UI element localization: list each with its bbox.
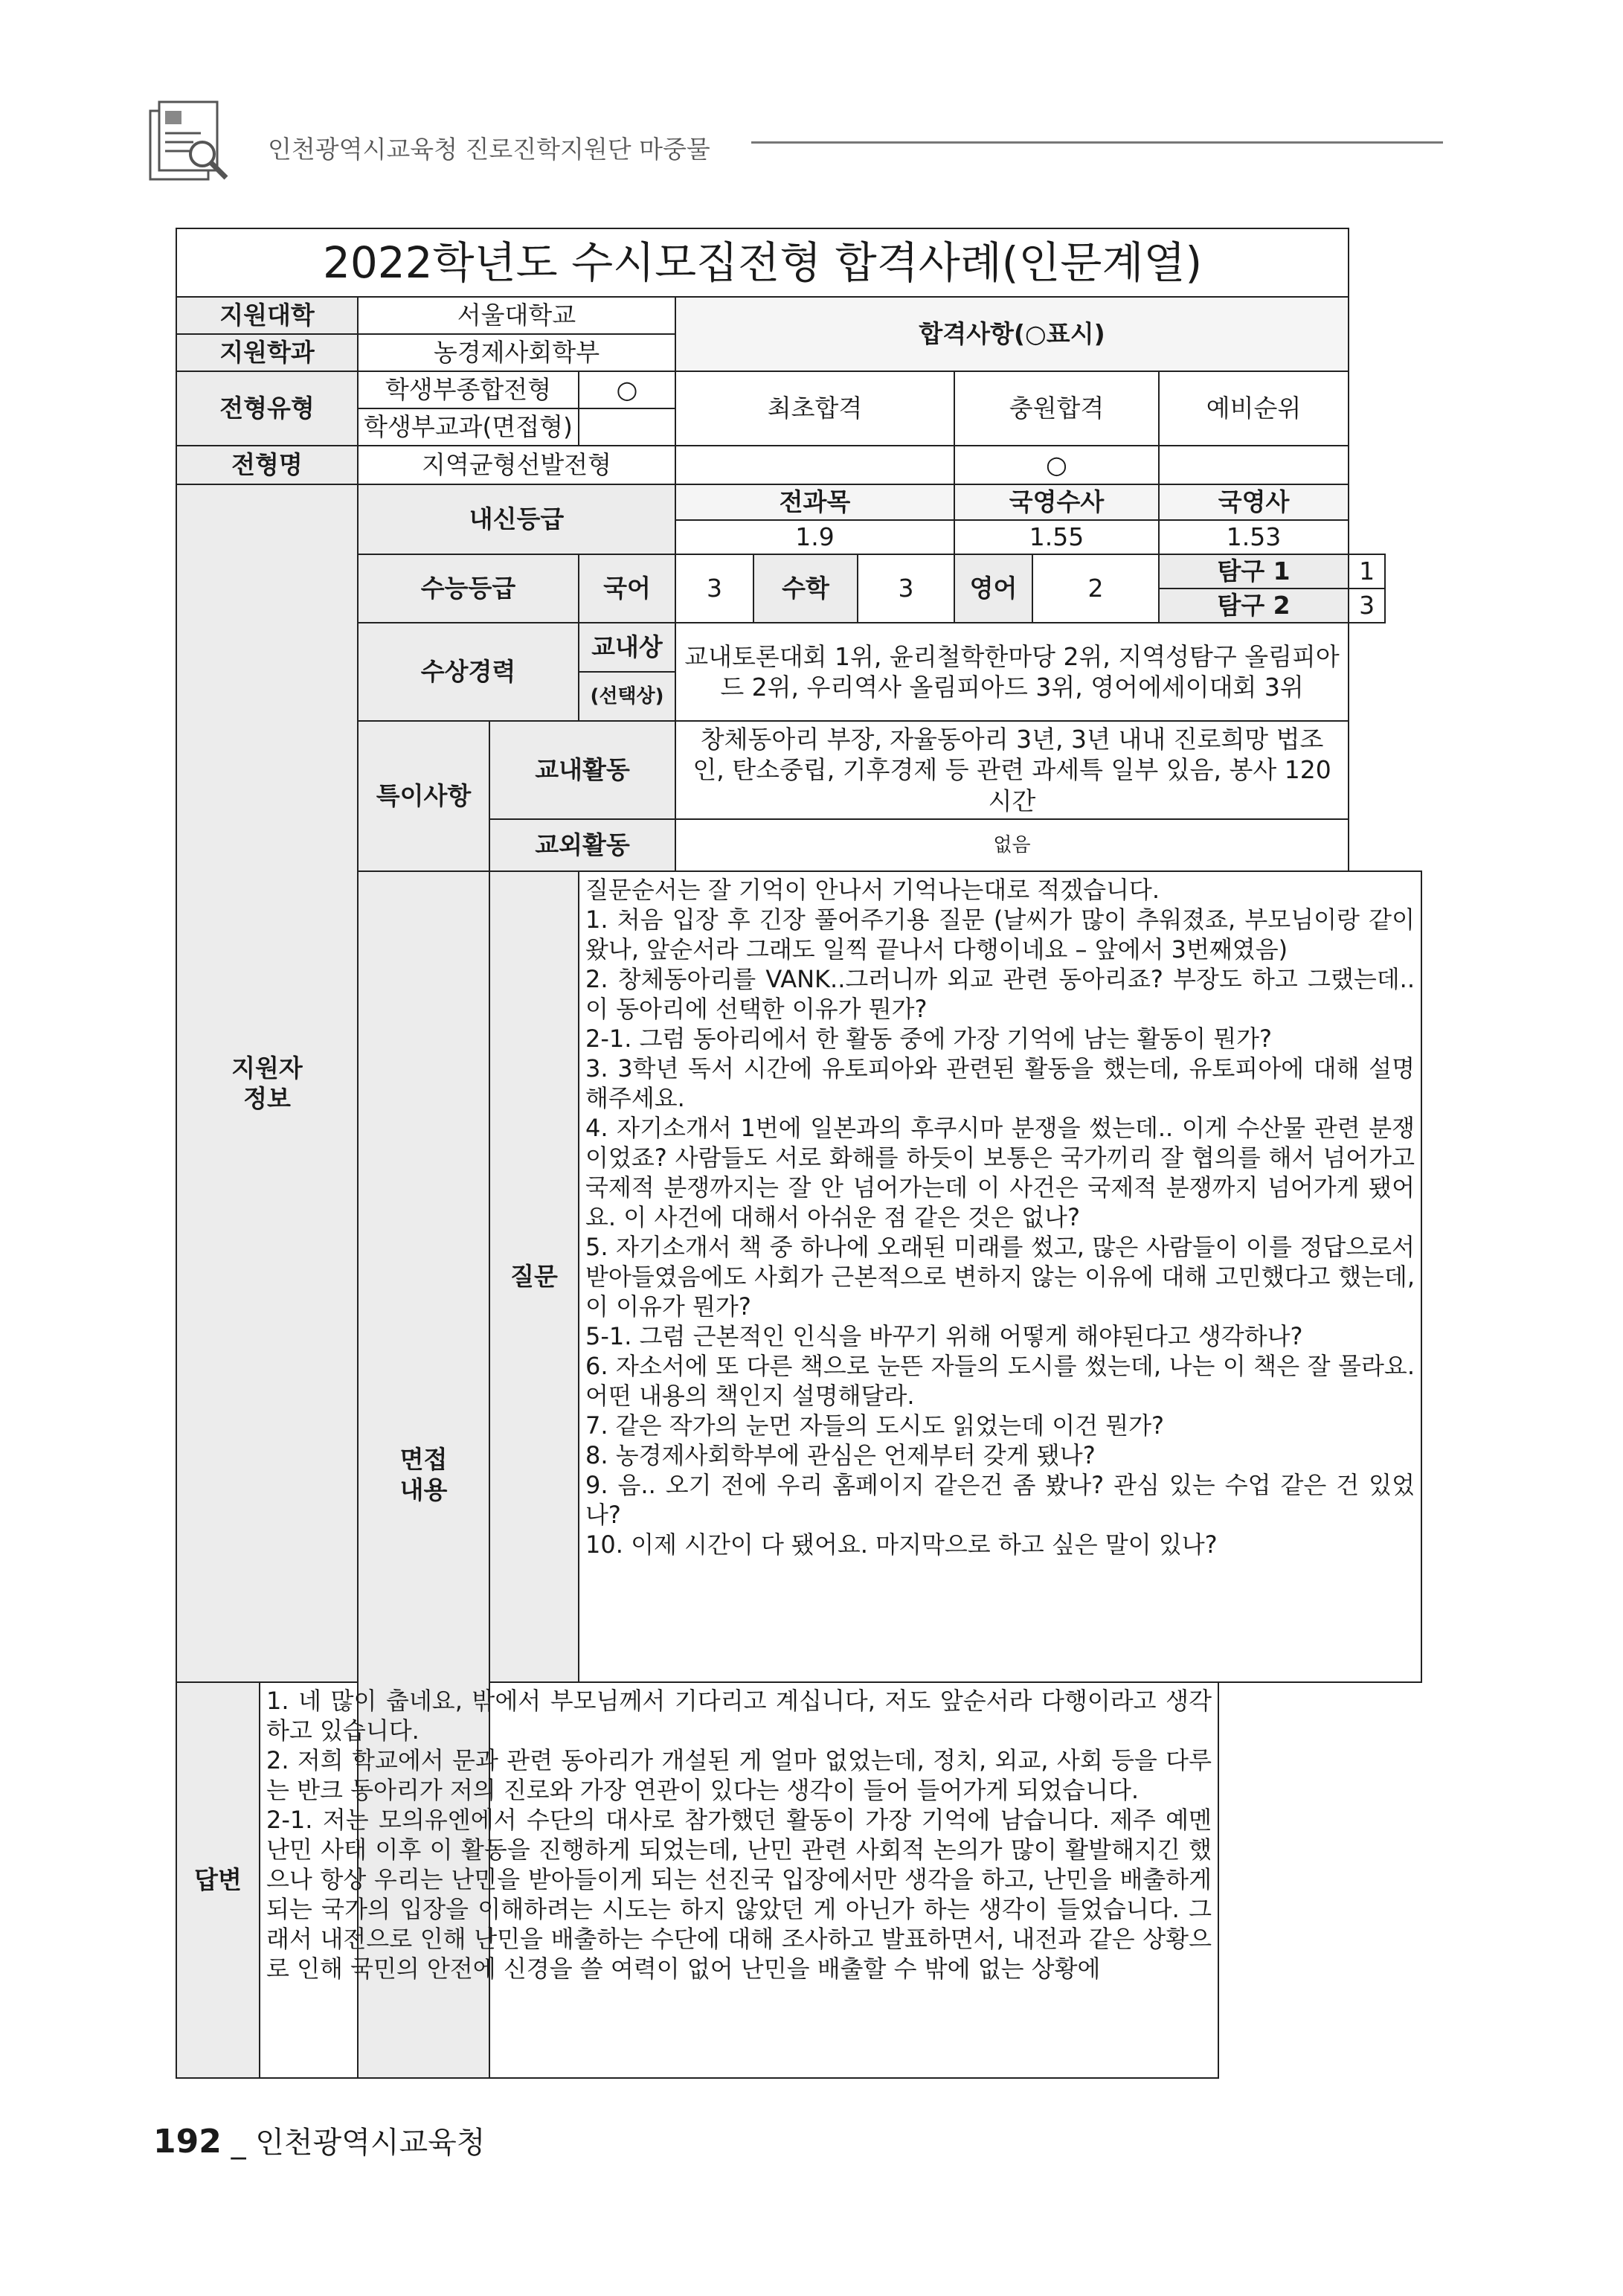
result-mark-2: ○ xyxy=(954,446,1159,484)
special-in-label: 교내활동 xyxy=(489,721,675,819)
csat-label: 수능등급 xyxy=(358,554,579,623)
result-mark-3 xyxy=(1159,446,1349,484)
admission-name-value: 지역균형선발전형 xyxy=(358,446,675,484)
awards-sub1: 교내상 xyxy=(591,632,663,662)
csat-inq1-value: 1 xyxy=(1349,554,1385,589)
result-header: 합격사항(○표시) xyxy=(675,297,1349,371)
awards-text: 교내토론대회 1위, 윤리철학한마당 2위, 지역성탐구 올림피아드 2위, 우리역사 올림피아드 3위, 영어에세이대회 3위 xyxy=(675,623,1349,721)
awards-sub2: (선택상) xyxy=(579,672,675,721)
question-6: 5. 자기소개서 책 중 하나에 오래된 미래를 썼고, 많은 사람들이 이를 정답으로서 받아들였음에도 사회가 근본적으로 변하지 않는 이유에 대해 고민했다고 했는데, 이 이유가 뭔가? xyxy=(585,1233,1415,1321)
csat-eng-label: 영어 xyxy=(954,554,1032,623)
footer-text: _ 인천광역시교육청 xyxy=(231,2126,486,2160)
gpa-value-2: 1.55 xyxy=(954,520,1159,554)
gpa-header-3: 국영사 xyxy=(1159,484,1349,520)
type-1-mark: ○ xyxy=(579,371,675,408)
question-2: 2. 창체동아리를 VANK..그러니까 외교 관련 동아리죠? 부장도 하고 그랬는데.. 이 동아리에 선택한 이유가 뭔가? xyxy=(585,965,1415,1023)
special-in-text: 창체동아리 부장, 자율동아리 3년, 3년 내내 진로희망 법조인, 탄소중립, 기후경제 등 관련 과세특 일부 있음, 봉사 120시간 xyxy=(675,721,1349,819)
document-title: 2022학년도 수시모집전형 합격사례(인문계열) xyxy=(176,228,1349,297)
answer-0: 1. 네 많이 춥네요, 밖에서 부모님께서 기다리고 계십니다, 저도 앞순서라 다행이라고 생각하고 있습니다. xyxy=(266,1687,1212,1745)
csat-math-label: 수학 xyxy=(753,554,858,623)
question-4: 3. 3학년 독서 시간에 유토피아와 관련된 활동을 했는데, 유토피아에 대해 설명해주세요. xyxy=(585,1054,1415,1112)
result-col-1: 최초합격 xyxy=(675,371,954,446)
answer-label: 답변 xyxy=(176,1682,260,2078)
type-2-mark xyxy=(579,408,675,446)
csat-inq1-label: 탐구 1 xyxy=(1159,554,1349,589)
csat-math-value: 3 xyxy=(858,554,954,623)
admission-name-label: 전형명 xyxy=(176,446,358,484)
applicant-info-label: 지원자 정보 xyxy=(176,484,358,1682)
question-7: 5-1. 그럼 근본적인 인식을 바꾸기 위해 어떻게 해야된다고 생각하나? xyxy=(585,1322,1303,1350)
question-3: 2-1. 그럼 동아리에서 한 활동 중에 가장 기억에 남는 활동이 뭔가? xyxy=(585,1024,1273,1053)
special-label: 특이사항 xyxy=(358,721,489,871)
result-col-3: 예비순위 xyxy=(1159,371,1349,446)
question-9: 7. 같은 작가의 눈먼 자들의 도시도 읽었는데 이건 뭔가? xyxy=(585,1411,1165,1440)
interview-label: 면접 내용 xyxy=(358,871,489,2078)
question-12: 10. 이제 시간이 다 됐어요. 마지막으로 하고 싶은 말이 있나? xyxy=(585,1530,1218,1559)
gpa-value-3: 1.53 xyxy=(1159,520,1349,554)
gpa-value-1: 1.9 xyxy=(675,520,954,554)
csat-eng-value: 2 xyxy=(1032,554,1159,623)
csat-kor-value: 3 xyxy=(675,554,753,623)
dept-label: 지원학과 xyxy=(176,334,358,371)
awards-sub-label xyxy=(579,623,675,672)
question-10: 8. 농경제사회학부에 관심은 언제부터 갖게 됐나? xyxy=(585,1441,1096,1469)
csat-inq2-label: 탐구 2 xyxy=(1159,589,1349,623)
dept-value: 농경제사회학부 xyxy=(358,334,675,371)
question-0: 질문순서는 잘 기억이 안나서 기억나는대로 적겠습니다. xyxy=(585,876,1160,904)
awards-label: 수상경력 xyxy=(358,623,579,721)
type-label: 전형유형 xyxy=(176,371,358,446)
question-11: 9. 음.. 오기 전에 우리 홈페이지 같은건 좀 봤나? 관심 있는 수업 같은 건 있었나? xyxy=(585,1471,1415,1529)
question-label: 질문 xyxy=(489,871,579,1682)
question-5: 4. 자기소개서 1번에 일본과의 후쿠시마 분쟁을 썼는데.. 이게 수산물 관련 분쟁이었죠? 사람들도 서로 화해를 하듯이 보통은 국가끼리 잘 협의를 해서 넘어가고 국제적 분쟁까지는 잘 안 넘어가는데 이 사건은 국제적 분쟁까지 넘어가게 됐어요. 이 사건에 대해서 아쉬운 점 같은 것은 없나? xyxy=(585,1114,1415,1231)
page-header xyxy=(149,93,1443,167)
header-rule xyxy=(751,141,1443,144)
special-out-label: 교외활동 xyxy=(489,819,675,871)
gpa-label: 내신등급 xyxy=(358,484,675,554)
result-mark-1 xyxy=(675,446,954,484)
questions-list xyxy=(579,871,1421,1682)
special-out-text: 없음 xyxy=(675,819,1349,871)
csat-inq2-value: 3 xyxy=(1349,589,1385,623)
univ-value: 서울대학교 xyxy=(358,297,675,334)
document-search-icon xyxy=(149,100,231,182)
type-2: 학생부교과(면접형) xyxy=(358,408,579,446)
admission-case-table xyxy=(176,228,1422,2079)
answers-list xyxy=(260,1682,1218,2078)
csat-kor-label: 국어 xyxy=(579,554,675,623)
page-number: 192 xyxy=(153,2123,222,2161)
page-footer xyxy=(153,2119,485,2161)
answer-1: 2. 저희 학교에서 문과 관련 동아리가 개설된 게 얼마 없었는데, 정치, 외교, 사회 등을 다루는 반크 동아리가 저의 진로와 가장 연관이 있다는 생각이 들어 들어가게 되었습니다. xyxy=(266,1746,1212,1804)
gpa-header-2: 국영수사 xyxy=(954,484,1159,520)
result-col-2: 충원합격 xyxy=(954,371,1159,446)
question-1: 1. 처음 입장 후 긴장 풀어주기용 질문 (날씨가 많이 추워졌죠, 부모님이랑 같이 왔나, 앞순서라 그래도 일찍 끝나서 다행이네요 – 앞에서 3번째였음) xyxy=(585,905,1415,963)
univ-label: 지원대학 xyxy=(176,297,358,334)
header-title: 인천광역시교육청 진로진학지원단 마중물 xyxy=(268,135,710,164)
question-8: 6. 자소서에 또 다른 책으로 눈뜬 자들의 도시를 썼는데, 나는 이 책은 잘 몰라요. 어떤 내용의 책인지 설명해달라. xyxy=(585,1352,1415,1410)
answer-2: 2-1. 저는 모의유엔에서 수단의 대사로 참가했던 활동이 가장 기억에 남습니다. 제주 예멘 난민 사태 이후 이 활동을 진행하게 되었는데, 난민 관련 사회적 논의가 많이 활발해지긴 했으나 항상 우리는 난민을 받아들이게 되는 선진국 입장에서만 생각을 하고, 난민을 배출하게 되는 국가의 입장을 이해하려는 시도는 하지 않았던 게 아닌가 하는 생각이 들었습니다. 그래서 내전으로 인해 난민을 배출하는 수단에 대해 조사하고 발표하면서, 내전과 같은 상황으로 인해 국민의 안전에 신경을 쓸 여력이 없어 난민을 배출할 수 밖에 없는 상황에 xyxy=(266,1806,1212,1983)
type-1: 학생부종합전형 xyxy=(358,371,579,408)
gpa-header-1: 전과목 xyxy=(675,484,954,520)
